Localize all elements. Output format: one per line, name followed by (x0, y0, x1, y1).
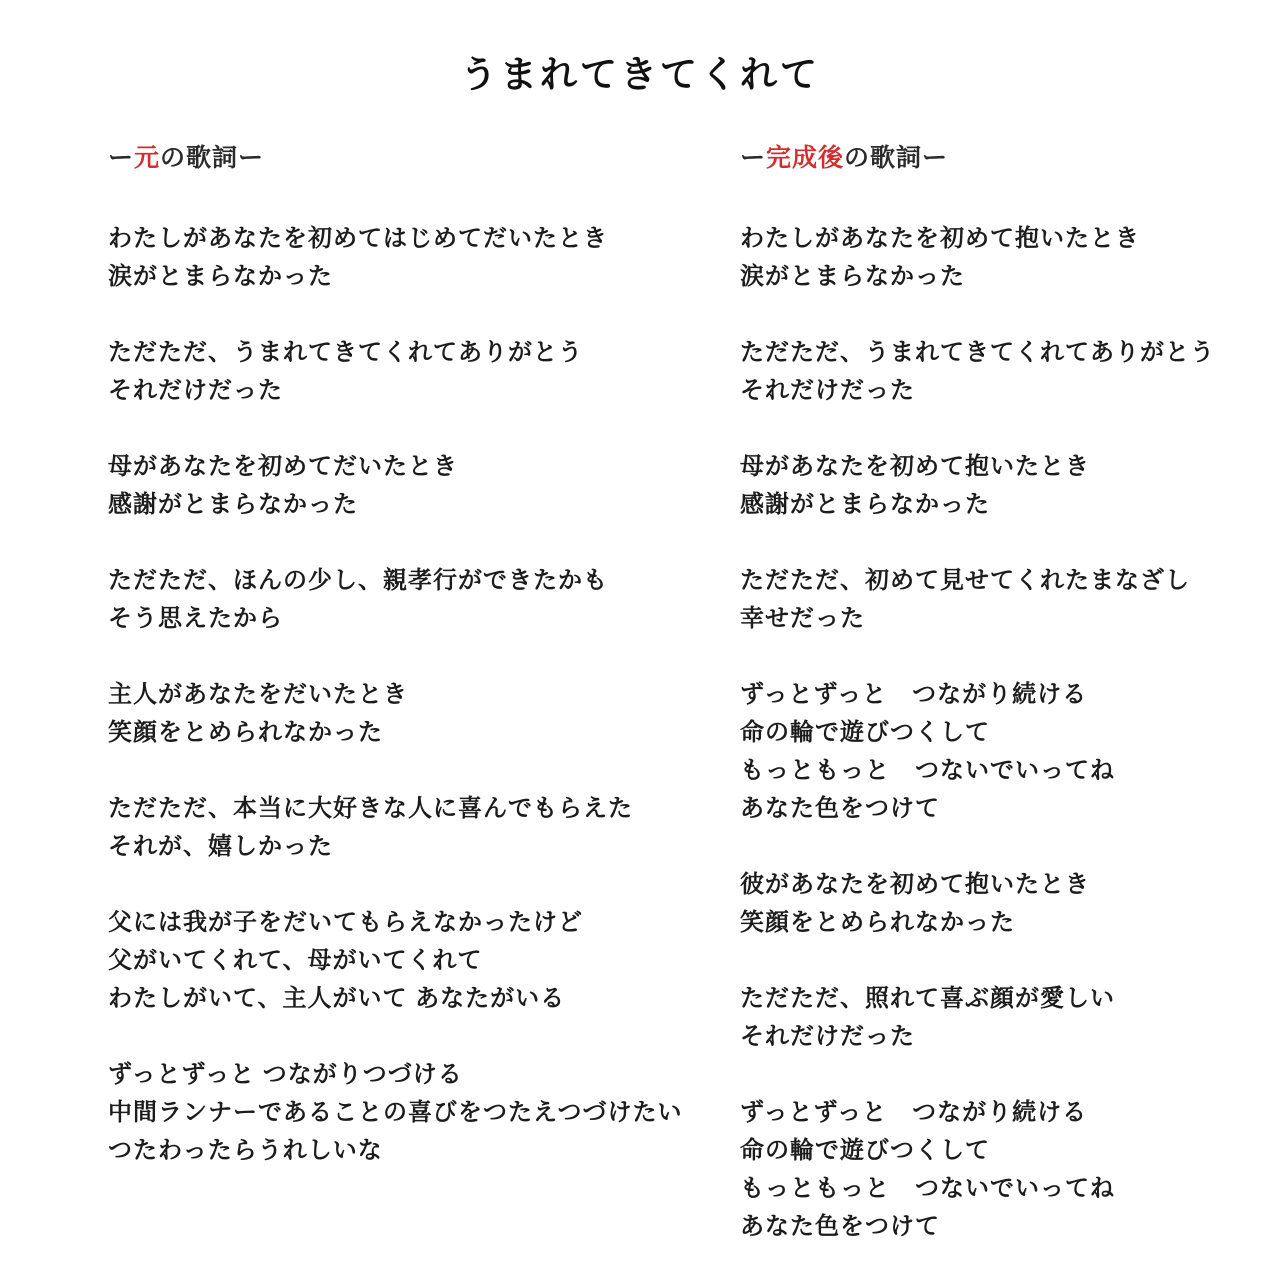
lyric-line: 感謝がとまらなかった (740, 491, 990, 518)
lyric-stanza (108, 676, 728, 752)
lyric-line: ただただ、初めて見せてくれたまなざし (740, 567, 1190, 594)
lyric-stanza (108, 790, 728, 866)
column-header-original (108, 138, 728, 174)
lyric-line: ずっとずっと つながりつづける (108, 1061, 463, 1088)
lyric-stanza (108, 220, 728, 296)
completed-lyrics-stanzas (740, 220, 1280, 1246)
lyric-line: ずっとずっと つながり続ける (740, 1099, 1088, 1126)
lyric-stanza (108, 334, 728, 410)
lyric-line: 母があなたを初めて抱いたとき (740, 453, 1090, 480)
lyric-line: 幸せだった (740, 605, 865, 632)
lyric-line: 命の輪で遊びつくして (740, 1137, 990, 1164)
lyric-line: あなた色をつけて (740, 1213, 940, 1240)
header-dash-prefix: ー (108, 144, 135, 172)
lyric-line: 命の輪で遊びつくして (740, 719, 990, 746)
lyric-line: ただただ、照れて喜ぶ顔が愛しい (740, 985, 1115, 1012)
lyric-stanza (108, 1056, 728, 1170)
lyric-line: 笑顔をとめられなかった (740, 909, 1015, 936)
lyric-line: わたしがあなたを初めてはじめてだいたとき (108, 225, 608, 252)
lyric-stanza (740, 980, 1280, 1056)
original-lyrics-stanzas (108, 220, 728, 1170)
lyric-line: それだけだった (108, 377, 283, 404)
header-highlight-original: 元 (134, 144, 161, 172)
lyric-line: わたしがいて、主人がいて あなたがいる (108, 985, 566, 1012)
lyric-line: 感謝がとまらなかった (108, 491, 358, 518)
header-suffix: の歌詞ー (844, 144, 949, 172)
lyric-line: ただただ、ほんの少し、親孝行ができたかも (108, 567, 608, 594)
page-title: うまれてきてくれて (460, 54, 820, 95)
lyric-line: 笑顔をとめられなかった (108, 719, 383, 746)
lyric-line: それが、嬉しかった (108, 833, 333, 860)
lyric-line: ただただ、うまれてきてくれてありがとう (108, 339, 583, 366)
column-original-lyrics (108, 138, 728, 1208)
column-completed-lyrics (740, 138, 1280, 1280)
lyric-line: 中間ランナーであることの喜びをつたえつづけたい (108, 1099, 683, 1126)
lyric-line: 父がいてくれて、母がいてくれて (108, 947, 483, 974)
lyric-line: 涙がとまらなかった (740, 263, 965, 290)
lyric-line: あなた色をつけて (740, 795, 940, 822)
lyric-stanza (740, 220, 1280, 296)
lyric-line: それだけだった (740, 1023, 915, 1050)
lyric-line: 彼があなたを初めて抱いたとき (740, 871, 1090, 898)
lyric-stanza (740, 676, 1280, 828)
lyric-line: ただただ、うまれてきてくれてありがとう (740, 339, 1215, 366)
lyric-line: 涙がとまらなかった (108, 263, 333, 290)
header-dash-prefix: ー (740, 144, 767, 172)
lyric-stanza (740, 562, 1280, 638)
lyric-line: 主人があなたをだいたとき (108, 681, 408, 708)
lyric-line: そう思えたから (108, 605, 283, 632)
lyric-stanza (740, 866, 1280, 942)
header-suffix: の歌詞ー (160, 144, 265, 172)
lyric-line: もっともっと つないでいってね (740, 757, 1115, 784)
header-highlight-completed: 完成後 (766, 144, 845, 172)
lyric-stanza (740, 448, 1280, 524)
lyric-line: 父には我が子をだいてもらえなかったけど (108, 909, 583, 936)
lyric-line: 母があなたを初めてだいたとき (108, 453, 458, 480)
lyric-stanza (740, 334, 1280, 410)
lyric-line: わたしがあなたを初めて抱いたとき (740, 225, 1140, 252)
lyric-stanza (108, 448, 728, 524)
column-header-completed (740, 138, 1280, 174)
lyric-stanza (108, 904, 728, 1018)
lyric-line: ただただ、本当に大好きな人に喜んでもらえた (108, 795, 633, 822)
lyric-stanza (740, 1094, 1280, 1246)
lyric-stanza (108, 562, 728, 638)
lyric-line: もっともっと つないでいってね (740, 1175, 1115, 1202)
lyric-line: つたわったらうれしいな (108, 1137, 383, 1164)
lyric-line: ずっとずっと つながり続ける (740, 681, 1088, 708)
lyric-line: それだけだった (740, 377, 915, 404)
